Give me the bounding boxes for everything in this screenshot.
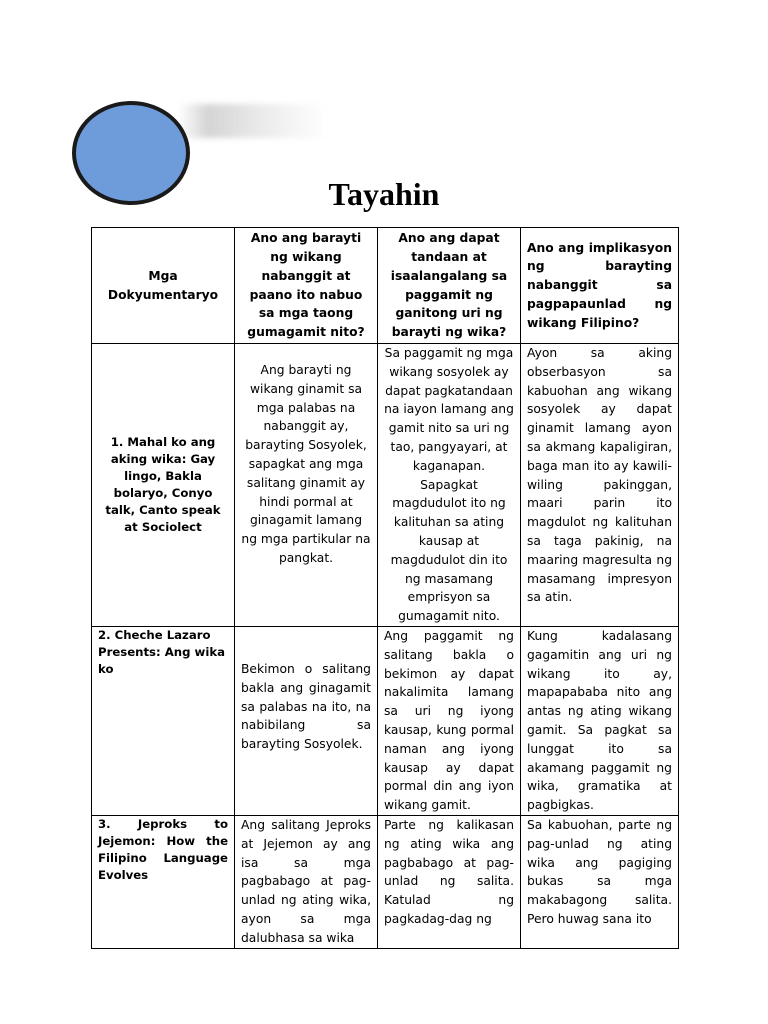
row3-doc: 3. Jeproks to Jejemon: How the Filipino Language Evolves — [92, 815, 235, 948]
blue-oval-decoration — [72, 101, 190, 205]
row1-doc: 1. Mahal ko ang aking wika: Gay lingo, Bakla bolaryo, Conyo talk, Canto speak at Sociolect — [92, 344, 235, 627]
table-row — [92, 344, 679, 627]
row1-barayti: Ang barayti ng wikang ginamit sa mga palabas na nabanggit ay, barayting Sosyolek, sapagkat ang mga salitang ginamit ay hindi pormal at ginagamit lamang ng mga partikular na pangkat. — [235, 344, 378, 627]
table-header-row — [92, 228, 679, 344]
header-tandaan: Ano ang dapat tandaan at isaalangalang sa paggamit ng ganitong uri ng barayti ng wika? — [378, 228, 521, 344]
row3-tandaan: Parte ng kalikasan ng ating wika ang pagbabago at pag-unlad ng salita. Katulad ng pagkadag-dag ng — [378, 815, 521, 948]
header-implikasyon: Ano ang implikasyon ng barayting nabanggit sa pagpapaunlad ng wikang Filipino? — [521, 228, 679, 344]
page-title: Tayahin — [328, 176, 440, 212]
row2-tandaan: Ang paggamit ng salitang bakla o bekimon ay dapat nakalimita lamang sa uri ng iyong kausap, kung pormal naman ang iyong kausap ay dapat pormal din ang iyon wikang gamit. — [378, 626, 521, 815]
header-dokyumentaryo: Mga Dokyumentaryo — [92, 228, 235, 344]
row1-tandaan: Sa paggamit ng mga wikang sosyolek ay dapat pagkatandaan na iayon lamang ang gamit nito sa uri ng tao, pangyayari, at kaganapan. Sapagkat magdudulot ito ng kalituhan sa ating kausap at magdudulot din ito ng masamang emprisyon sa gumagamit nito. — [378, 344, 521, 627]
tayahin-table — [91, 227, 679, 949]
header-barayti: Ano ang barayti ng wikang nabanggit at paano ito nabuo sa mga taong gumagamit nito? — [235, 228, 378, 344]
row1-implikasyon: Ayon sa aking obserbasyon sa kabuohan ang wikang sosyolek ay dapat ginamit lamang ayon sa akmang kapaligiran, baga man ito ay kawili-wiling pakinggan, maari parin ito magdulot ng kalituhan sa taga pakinig, na maaring magresulta ng masamang impresyon sa atin. — [521, 344, 679, 627]
row3-barayti: Ang salitang Jeproks at Jejemon ay ang isa sa mga pagbabago at pag-unlad ng ating wika, ayon sa mga dalubhasa sa wika — [235, 815, 378, 948]
row2-implikasyon: Kung kadalasang gagamitin ang uri ng wikang ito ay, mapapababa nito ang antas ng ating wikang gamit. Sa pagkat sa lunggat ito sa akamang paggamit ng wika, gramatika at pagbigkas. — [521, 626, 679, 815]
row3-implikasyon: Sa kabuohan, parte ng pag-unlad ng ating wika ang pagiging bukas sa mga makabagong salita. Pero huwag sana ito — [521, 815, 679, 948]
row2-barayti: Bekimon o salitang bakla ang ginagamit sa palabas na ito, na nabibilang sa barayting Sosyolek. — [235, 626, 378, 815]
table-row — [92, 626, 679, 815]
row2-doc: 2. Cheche Lazaro Presents: Ang wika ko — [92, 626, 235, 815]
decorative-shadow — [178, 104, 328, 138]
table-row — [92, 815, 679, 948]
